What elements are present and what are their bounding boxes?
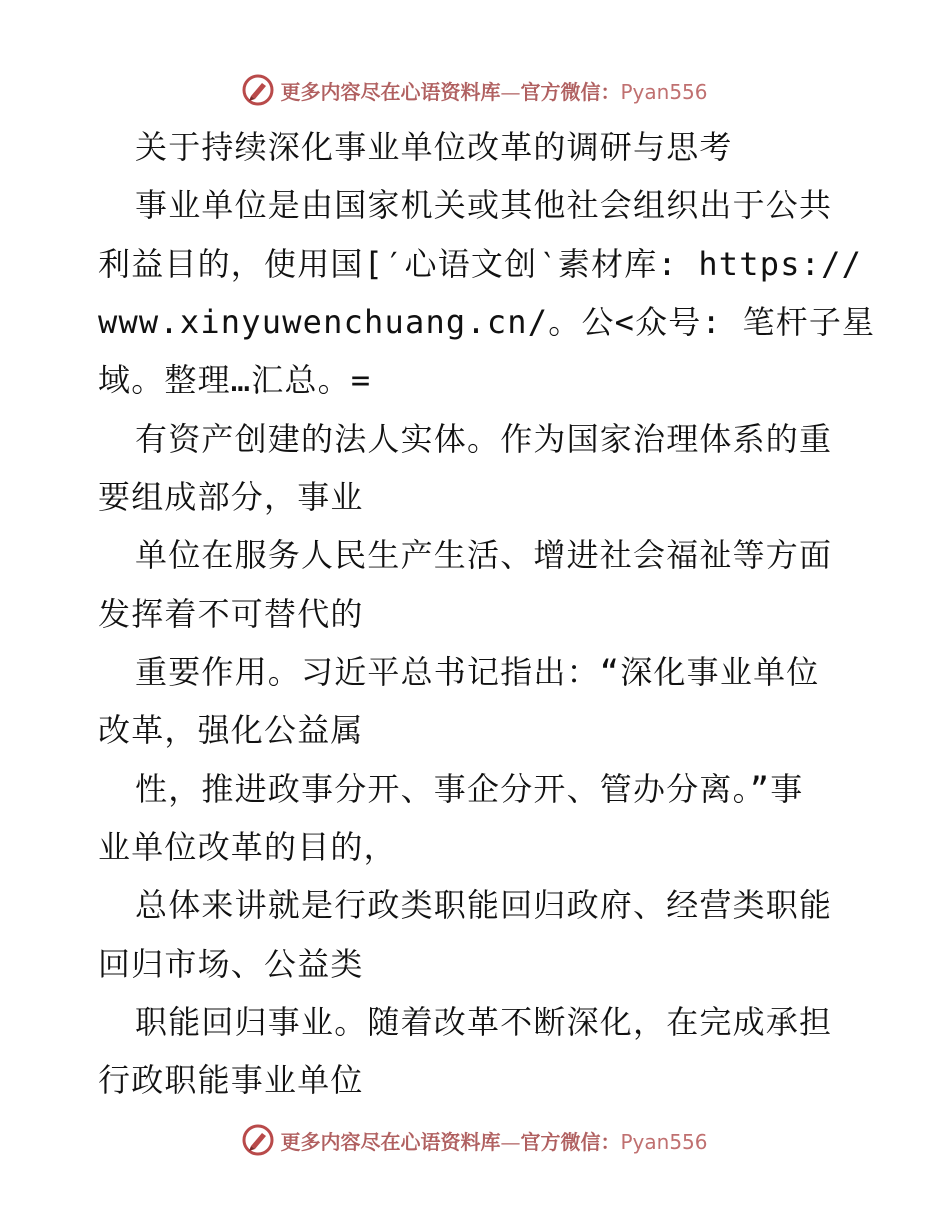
pen-logo-icon xyxy=(242,1124,274,1156)
banner-caption xyxy=(280,1126,707,1155)
body-line: 业单位改革的目的， xyxy=(98,828,397,866)
body-line: 事业单位是由国家机关或其他社会组织出于公共 xyxy=(135,186,833,224)
banner-suffix: 官方微信： xyxy=(520,79,621,104)
body-line: 重要作用。习近平总书记指出：“深化事业单位 xyxy=(135,653,820,691)
body-line: 行政职能事业单位 xyxy=(98,1061,364,1099)
body-line: 性，推进政事分开、事企分开、管办分离。”事 xyxy=(135,770,804,808)
body-line: 单位在服务人民生产生活、增进社会福祉等方面 xyxy=(135,536,833,574)
body-line: 发挥着不可替代的 xyxy=(98,595,364,633)
banner-title: 更多内容尽在心语资料库 xyxy=(280,79,501,104)
body-line: 回归市场、公益类 xyxy=(98,945,364,983)
banner-account: Pyan556 xyxy=(620,1129,708,1154)
banner-dash: — xyxy=(500,1129,521,1154)
body-line: www.xinyuwenchuang.cn/。公<众号: 笔杆子星 xyxy=(98,303,876,341)
pen-logo-icon xyxy=(242,74,274,106)
body-line: 有资产创建的法人实体。作为国家治理体系的重 xyxy=(135,420,833,458)
footer-banner xyxy=(0,1122,950,1158)
body-line: 职能回归事业。随着改革不断深化，在完成承担 xyxy=(135,1003,833,1041)
header-banner xyxy=(0,72,950,108)
document-title: 关于持续深化事业单位改革的调研与思考 xyxy=(135,128,733,166)
body-line: 改革，强化公益属 xyxy=(98,711,364,749)
body-line: 总体来讲就是行政类职能回归政府、经营类职能 xyxy=(135,886,833,924)
banner-suffix: 官方微信： xyxy=(520,1129,621,1154)
body-line: 域。整理…汇总。= xyxy=(98,361,372,399)
banner-title: 更多内容尽在心语资料库 xyxy=(280,1129,501,1154)
body-line: 要组成部分，事业 xyxy=(98,478,364,516)
banner-caption xyxy=(280,76,707,105)
banner-dash: — xyxy=(500,79,521,104)
body-line: 利益目的，使用国[′心语文创‵素材库: https:// xyxy=(98,245,863,283)
banner-account: Pyan556 xyxy=(620,79,708,104)
